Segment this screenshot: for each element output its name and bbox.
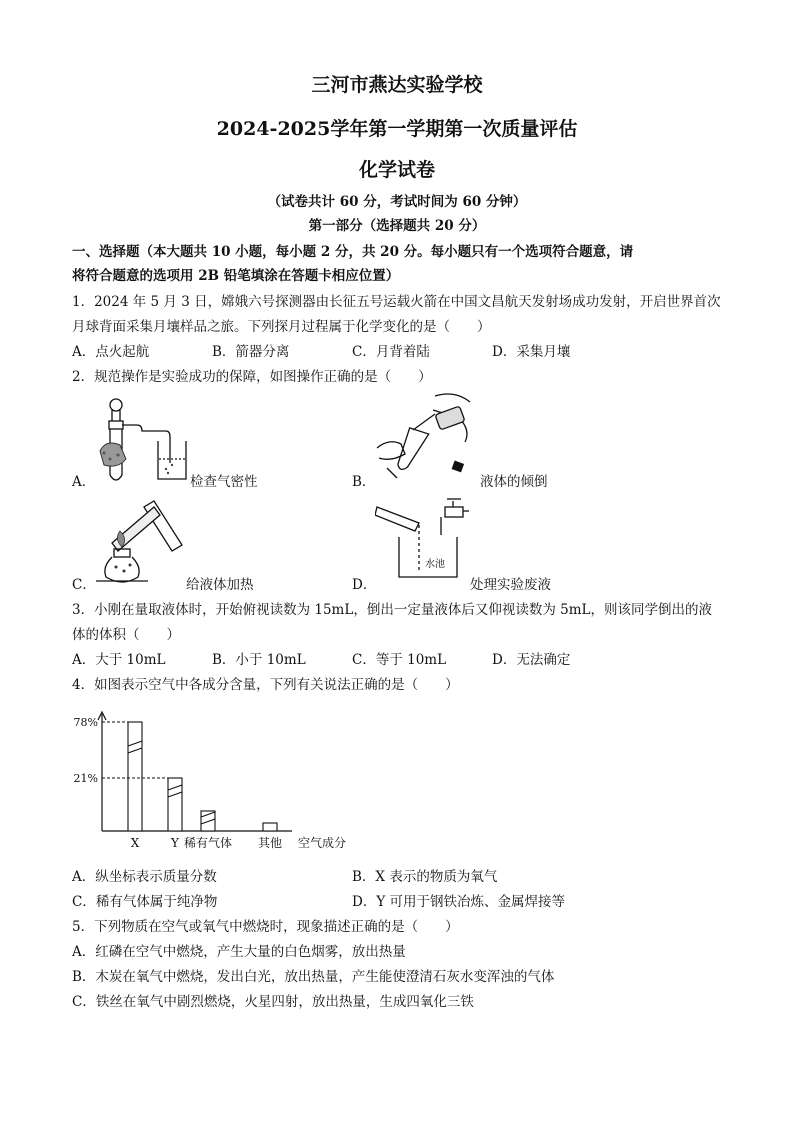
q2-option-d-label: 处理实验废液 <box>470 577 551 593</box>
q2-option-a-letter: A． <box>72 474 96 490</box>
category-label-3: 其他 <box>257 836 283 850</box>
air-composition-chart <box>70 708 360 856</box>
bar-3 <box>263 823 277 831</box>
tick-label-21: 21% <box>73 772 98 785</box>
q1-stem-line1: 1．2024 年 5 月 3 日，嫦娥六号探测器由长征五号运载火箭在中国文昌航天发射场成功发射，开启世界首次 <box>72 294 721 310</box>
q5-stem: 5．下列物质在空气或氧气中燃烧时，现象描述正确的是（ ） <box>72 919 459 935</box>
q2-stem: 2．规范操作是实验成功的保障，如图操作正确的是（ ） <box>72 369 432 385</box>
q1-option-a: A．点火起航 <box>72 344 150 360</box>
q2-figure-c <box>92 497 187 589</box>
bar-0 <box>128 722 142 831</box>
exam-info: （试卷共计 60 分，考试时间为 60 分钟） <box>267 194 527 210</box>
q1-option-d: D．采集月壤 <box>492 344 571 360</box>
q2-option-c-label: 给液体加热 <box>186 577 254 593</box>
exam-title: 2024-2025学年第一学期第一次质量评估 <box>216 118 578 140</box>
q3-option-c: C．等于 10mL <box>352 652 447 668</box>
q2-option-b-letter: B． <box>352 474 376 490</box>
section-instructions-line1: 一、选择题（本大题共 10 小题，每小题 2 分，共 20 分。每小题只有一个选项符合题意，请 <box>72 244 634 260</box>
q2-figure-a <box>92 393 192 488</box>
q3-option-d: D．无法确定 <box>492 652 571 668</box>
q5-option-b: B．木炭在氧气中燃烧，发出白光，放出热量，产生能使澄清石灰水变浑浊的气体 <box>72 969 555 985</box>
q4-option-b: B．X 表示的物质为氧气 <box>352 869 498 885</box>
q3-option-b: B．小于 10mL <box>212 652 306 668</box>
q2-figure-d <box>375 495 475 585</box>
q4-option-d: D．Y 可用于钢铁冶炼、金属焊接等 <box>352 894 566 910</box>
q5-option-c: C．铁丝在氧气中剧烈燃烧，火星四射，放出热量，生成四氧化三铁 <box>72 994 474 1010</box>
category-label-0: X <box>130 836 140 850</box>
tick-label-78: 78% <box>73 716 98 729</box>
subject-title: 化学试卷 <box>358 159 435 181</box>
q5-option-a: A．红磷在空气中燃烧，产生大量的白色烟雾，放出热量 <box>72 944 406 960</box>
q2-figure-b <box>375 390 475 490</box>
q2-option-a-label: 检查气密性 <box>190 474 258 490</box>
category-label-2: 稀有气体 <box>183 836 233 850</box>
q4-stem: 4．如图表示空气中各成分含量，下列有关说法正确的是（ ） <box>72 677 459 693</box>
q4-option-a: A．纵坐标表示质量分数 <box>72 869 217 885</box>
q3-stem-line2: 体的体积（ ） <box>72 627 180 643</box>
q1-option-c: C．月背着陆 <box>352 344 430 360</box>
section-instructions-line2: 将符合题意的选项用 2B 铅笔填涂在答题卡相应位置） <box>72 268 400 284</box>
q4-option-c: C．稀有气体属于纯净物 <box>72 894 218 910</box>
q1-stem-line2: 月球背面采集月壤样品之旅。下列探月过程属于化学变化的是（ ） <box>72 319 491 335</box>
sink-label: 水池 <box>425 559 445 570</box>
q2-option-c-letter: C． <box>72 577 96 593</box>
q2-option-b-label: 液体的倾倒 <box>480 474 548 490</box>
q2-option-d-letter: D． <box>352 577 377 593</box>
category-label-1: Y <box>171 836 179 850</box>
x-axis-title: 空气成分 <box>297 836 347 850</box>
part-one-heading: 第一部分（选择题共 20 分） <box>308 218 486 234</box>
school-name: 三河市燕达实验学校 <box>311 74 483 96</box>
q1-option-b: B．箭器分离 <box>212 344 290 360</box>
q3-stem-line1: 3．小刚在量取液体时，开始俯视读数为 15mL，倒出一定量液体后又仰视读数为 5mL，则该同学倒出的液 <box>72 602 712 618</box>
q3-option-a: A．大于 10mL <box>72 652 166 668</box>
